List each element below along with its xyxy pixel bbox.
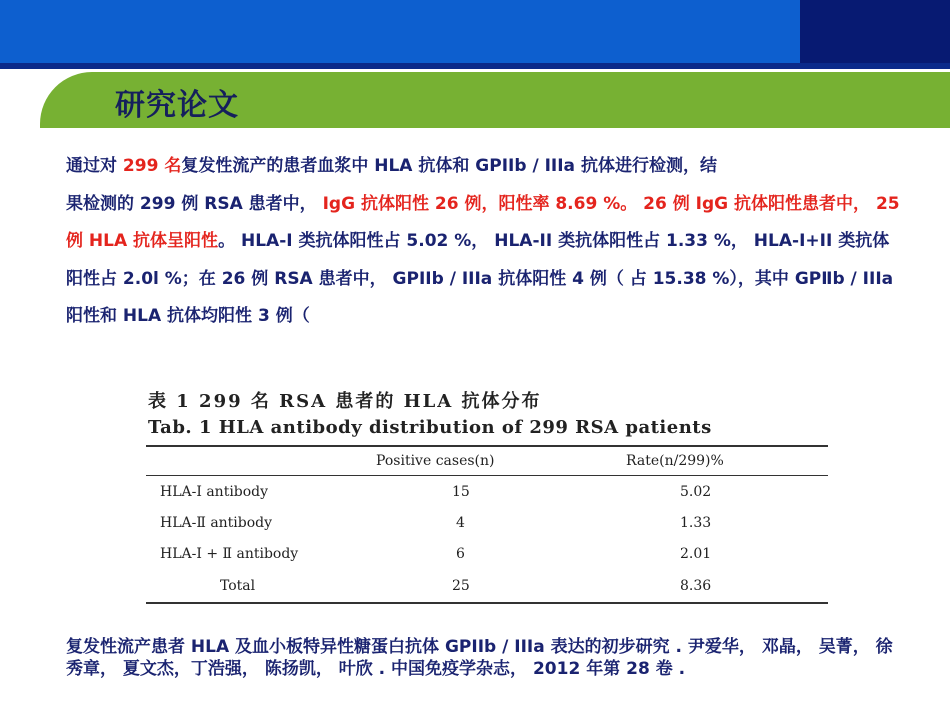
top-banner-accent bbox=[800, 0, 950, 63]
table-bottom-rule bbox=[146, 602, 828, 604]
table-header-rule bbox=[146, 475, 828, 476]
table-cell-label: HLA-Ⅰ + Ⅱ antibody bbox=[160, 546, 299, 562]
body-paragraph bbox=[66, 148, 906, 336]
table-header-cases: Positive cases(n) bbox=[376, 453, 495, 469]
table-cell-count: 6 bbox=[456, 546, 465, 562]
table-cell-count: 25 bbox=[452, 578, 470, 594]
table-caption-en: Tab. 1 HLA antibody distribution of 299 RSA patients bbox=[148, 417, 712, 438]
table-cell-count: 15 bbox=[452, 484, 470, 500]
table-cell-rate: 2.01 bbox=[680, 546, 712, 562]
table-cell-rate: 1.33 bbox=[680, 515, 712, 531]
table-cell-count: 4 bbox=[456, 515, 465, 531]
table-cell-label: Total bbox=[220, 578, 256, 594]
para-highlight: IgG 抗体阳性 26 例，阳性率 8.69 %。 26 例 IgG 抗体阳性患者中， 25 例 HLA 抗体呈阳性 bbox=[66, 193, 900, 251]
table-cell-label: HLA-Ⅱ antibody bbox=[160, 515, 273, 531]
para-highlight: 299 名 bbox=[122, 156, 182, 176]
top-banner bbox=[0, 0, 800, 63]
para-segment: 果检测的 299 例 RSA 患者中， bbox=[66, 193, 323, 214]
para-segment: 。 HLA-I 类抗体阳性占 5.02 %， HLA-II 类抗体阳性占 1.33 %， HLA-I+II 类抗体阳性占 2.0l %；在 26 例 RSA 患者中， GPIIb / IIIa 抗体阳性 4 例（ 占 15.38 %），其中 GPⅡb / IIIa 阳性和 HLA 抗体均阳性 3 例（ bbox=[66, 231, 894, 326]
citation: 复发性流产患者 HLA 及血小板特异性糖蛋白抗体 GPIIb / IIIa 表达的初步研究 . 尹爱华， 邓晶， 吴菁， 徐秀章， 夏文杰，丁浩强， 陈扬凯， 叶欣 . 中国免疫学杂志， 2012 年第 28 卷 . bbox=[66, 637, 893, 679]
table-caption-cn: 表 1 299 名 RSA 患者的 HLA 抗体分布 bbox=[148, 391, 542, 412]
table-figure bbox=[128, 383, 830, 608]
para-segment: 通过对 bbox=[66, 156, 123, 176]
table-cell-label: HLA-Ⅰ antibody bbox=[160, 484, 269, 500]
top-banner-divider bbox=[0, 63, 950, 69]
table-header-rate: Rate(n/299)% bbox=[626, 453, 724, 469]
table-cell-rate: 8.36 bbox=[680, 578, 712, 594]
table-top-rule bbox=[146, 445, 828, 447]
table-cell-rate: 5.02 bbox=[680, 484, 712, 500]
para-segment: 复发性流产的患者血浆中 HLA 抗体和 GPIIb / IIIa 抗体进行检测，结 bbox=[181, 156, 717, 176]
slide-title: 研究论文 bbox=[115, 88, 239, 123]
